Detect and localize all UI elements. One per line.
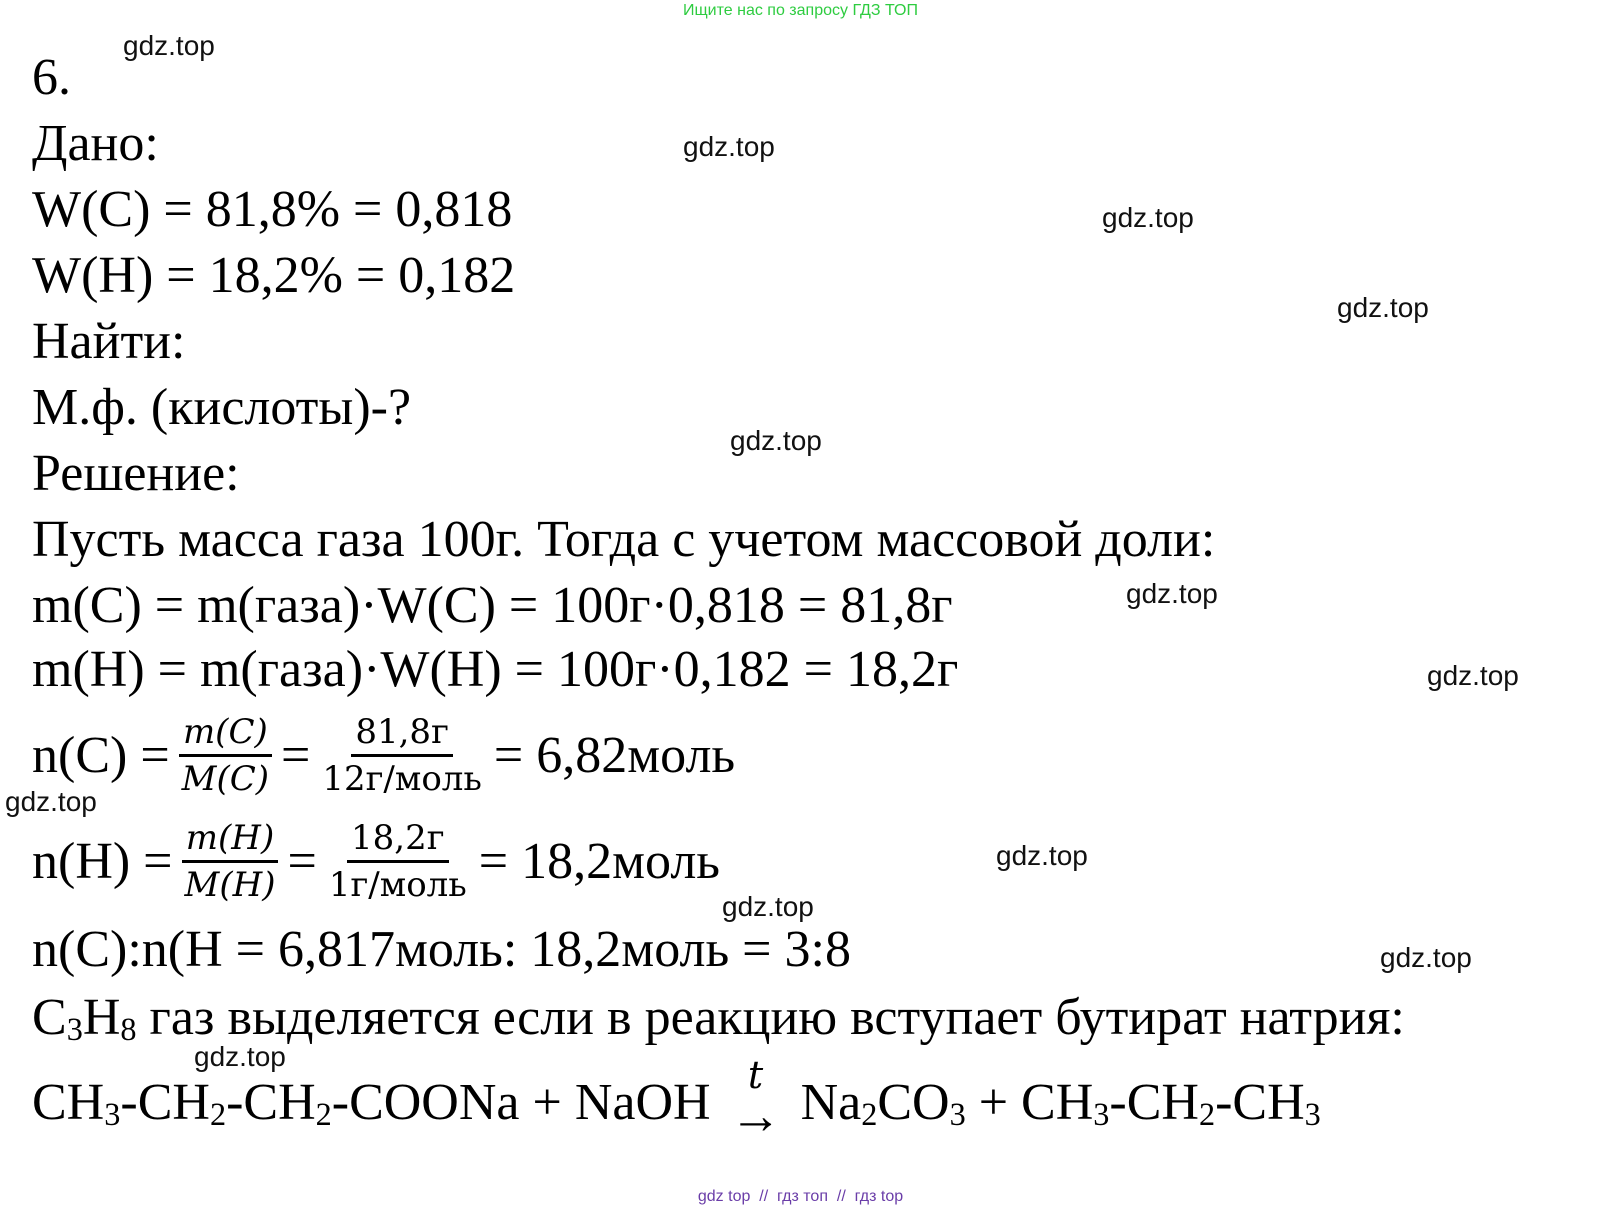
formula-h: H	[82, 989, 121, 1046]
given-w-c: W(C) = 81,8% = 0,818	[32, 181, 513, 238]
arrow-icon: →	[729, 1088, 782, 1145]
watermark: gdz.top	[1102, 202, 1194, 233]
problem-number: 6.	[32, 49, 71, 106]
find-formula: М.ф. (кислоты)-?	[32, 379, 412, 436]
watermark: gdz.top	[1427, 660, 1519, 691]
watermark: gdz.top	[722, 891, 814, 922]
watermark: gdz.top	[683, 131, 775, 162]
solution-label: Решение:	[32, 445, 240, 502]
equals-sign: =	[281, 726, 311, 784]
fraction-numerator: m(C)	[179, 710, 272, 757]
moles-h-equation	[32, 806, 720, 916]
fraction-denominator: M(H)	[184, 864, 276, 905]
fraction-values-c	[318, 710, 486, 801]
watermark: gdz.top	[996, 840, 1088, 871]
given-label: Дано:	[32, 115, 159, 172]
watermark: gdz.top	[1126, 578, 1218, 609]
reactants: CH3-CH2-CH2-COONa + NaOH	[32, 1074, 724, 1132]
watermark: gdz.top	[1380, 942, 1472, 973]
c3h8-statement	[32, 988, 1405, 1059]
find-label: Найти:	[32, 313, 186, 370]
products: Na2CO3 + CH3-CH2-CH3	[787, 1074, 1321, 1132]
moles-c-result: = 6,82моль	[493, 726, 736, 784]
subscript: 8	[120, 1010, 137, 1047]
heat-condition: t	[747, 1053, 764, 1097]
moles-h-result: = 18,2моль	[478, 832, 720, 890]
fraction-denominator: 1г/моль	[328, 864, 467, 905]
subscript: 3	[66, 1010, 83, 1047]
reaction-arrow	[729, 1053, 782, 1145]
formula-c: C	[32, 989, 67, 1046]
mole-ratio: n(C):n(H = 6,817моль: 18,2моль = 3:8	[32, 921, 851, 978]
c3h8-text: газ выделяется если в реакцию вступает бутират натрия:	[136, 989, 1405, 1046]
watermark: gdz.top	[194, 1041, 286, 1072]
fraction-numerator: m(H)	[182, 816, 278, 863]
fraction-mh-over-Mh	[181, 816, 280, 907]
moles-c-equation	[32, 700, 735, 810]
reaction-equation	[32, 1054, 1321, 1144]
solution-mass-h: m(H) = m(газа)·W(H) = 100г·0,182 = 18,2г	[32, 641, 959, 698]
equals-sign: =	[287, 832, 317, 890]
solution-step-1: Пусть масса газа 100г. Тогда с учетом массовой доли:	[32, 511, 1216, 568]
watermark: gdz.top	[5, 786, 97, 817]
fraction-numerator: 81,8г	[351, 710, 453, 757]
fraction-mc-over-Mc	[178, 710, 273, 801]
fraction-values-h	[325, 816, 471, 907]
top-banner: Ищите нас по запросу ГДЗ ТОП	[683, 2, 918, 19]
moles-h-lhs: n(H) =	[32, 832, 173, 890]
solution-mass-c: m(C) = m(газа)·W(C) = 100г·0,818 = 81,8г	[32, 577, 953, 634]
moles-c-lhs: n(C) =	[32, 726, 170, 784]
bottom-banner: gdz top // гдз топ // гдз top	[697, 1188, 904, 1205]
watermark: gdz.top	[123, 30, 215, 61]
given-w-h: W(H) = 18,2% = 0,182	[32, 247, 516, 304]
watermark: gdz.top	[1337, 292, 1429, 323]
fraction-denominator: 12г/моль	[322, 758, 482, 799]
fraction-denominator: M(C)	[181, 758, 270, 799]
fraction-numerator: 18,2г	[347, 816, 449, 863]
watermark: gdz.top	[730, 425, 822, 456]
